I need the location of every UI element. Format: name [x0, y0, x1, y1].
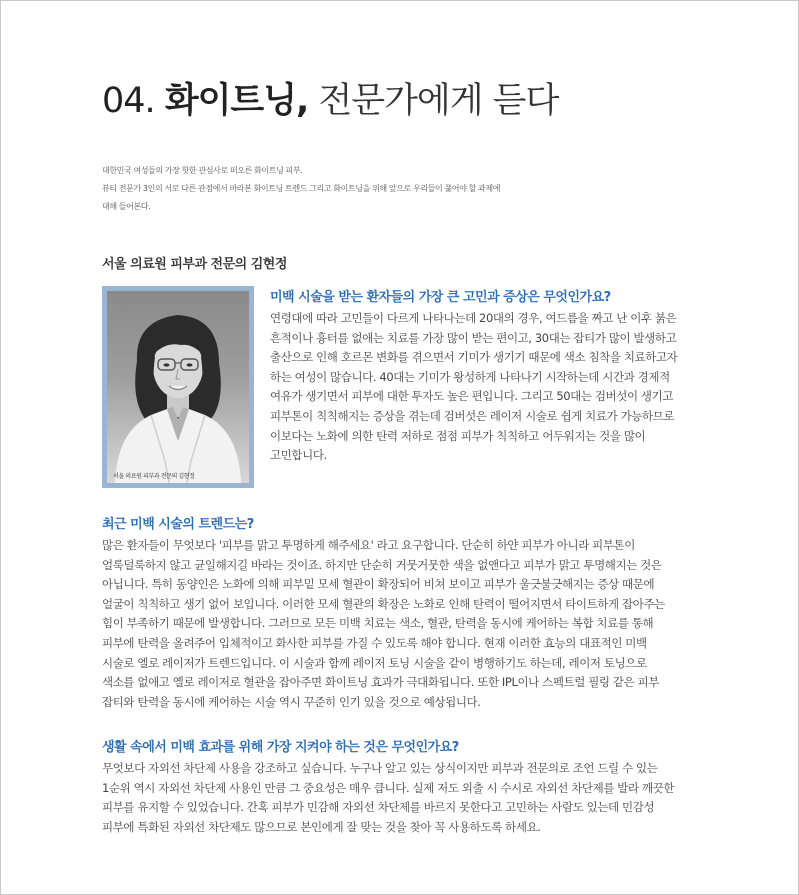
answer-2: [102, 536, 665, 712]
answer-line: 얼룩덜룩하지 않고 균일해지길 바라는 것이죠. 하지만 단순히 거뭇거뭇한 색을 없앤다고 피부가 맑고 투명해지는 것은: [102, 557, 662, 572]
title-number: 04.: [102, 81, 155, 121]
question-2: 최근 미백 시술의 트렌드는?: [102, 517, 254, 532]
answer-3: [102, 759, 674, 837]
intro-line: 대해 들어본다.: [102, 202, 151, 211]
answer-line: 여유가 생기면서 피부에 대한 투자도 높은 편입니다. 그리고 50대는 검버섯이 생기고: [270, 389, 674, 404]
answer-line: 출산으로 인해 호르몬 변화를 겪으면서 기미가 생기기 때문에 색소 침착을 치료하고자: [270, 350, 678, 365]
answer-line: 힘이 부족하기 때문에 발생합니다. 그러므로 모든 미백 치료는 색소, 혈관, 탄력을 동시에 케어하는 복합 치료를 통해: [102, 616, 654, 631]
answer-line: 고민합니다.: [270, 448, 327, 463]
question-1: 미백 시술을 받는 환자들의 가장 큰 고민과 증상은 무엇인가요?: [270, 290, 611, 305]
answer-line: 많은 환자들이 무엇보다 '피부를 맑고 투명하게 해주세요' 라고 요구합니다. 단순히 하얀 피부가 아니라 피부톤이: [102, 538, 636, 552]
photo-caption: 서울 의료원 피부과 전문의 김현정: [113, 473, 195, 480]
answer-line: 흔적이나 흉터를 없애는 치료를 가장 많이 받는 편이고, 30대는 잡티가 많이 발생하고: [270, 330, 677, 345]
answer-line: 색소를 없애고 옐로 레이저로 혈관을 잡아주면 화이트닝 효과가 극대화됩니다. 또한 IPL이나 스펙트럴 필링 같은 피부: [102, 675, 659, 690]
answer-line: 피부톤이 칙칙해지는 증상을 겪는데 검버섯은 레이저 시술로 쉽게 치료가 가능하므로: [270, 408, 675, 423]
answer-line: 얼굴이 칙칙하고 생기 없어 보입니다. 이러한 모세 혈관의 확장은 노화로 인해 탄력이 떨어지면서 타이트하게 잡아주는: [102, 596, 665, 611]
answer-line: 하는 여성이 많습니다. 40대는 기미가 왕성하게 나타나기 시작하는데 시간과 경제적: [270, 369, 670, 384]
intro-line: 뷰티 전문가 3인의 서로 다른 관점에서 바라본 화이트닝 트렌드 그리고 화이트닝을 위해 앞으로 우리들이 풀어야 할 과제에: [102, 184, 501, 193]
answer-line: 아닙니다. 특히 동양인은 노화에 의해 피부밑 모세 혈관이 확장되어 비쳐 보이고 피부가 울긋불긋해지는 증상 때문에: [102, 577, 655, 592]
intro-line: 대한민국 여성들의 가장 핫한 관심사로 떠오른 화이트닝 피부.: [102, 166, 303, 175]
answer-line: 시술로 엘로 레이저가 트렌드입니다. 이 시술과 함께 레이저 토닝 시술을 같이 병행하기도 하는데, 레이저 토닝으로: [102, 655, 647, 670]
answer-line: 피부에 특화된 자외선 차단제도 많으므로 본인에게 잘 맞는 것을 찾아 꼭 사용하도록 하세요.: [102, 819, 541, 834]
intro-text: [102, 162, 722, 216]
doctor-photo: [107, 291, 249, 483]
doctor-name: 서울 의료원 피부과 전문의 김현정: [102, 257, 287, 272]
answer-line: 피부에 탄력을 올려주어 입체적이고 화사한 피부를 가질 수 있도록 해야 합니다. 현재 이러한 효능의 대표적인 미백: [102, 635, 647, 650]
title-light: 전문가에게 듣다: [318, 81, 559, 121]
title-bold: 화이트닝,: [164, 81, 309, 121]
answer-line: 잡티와 탄력을 동시에 케어하는 시술 역시 꾸준히 인기 있을 것으로 예상됩니다.: [102, 694, 481, 709]
answer-line: 피부를 유지할 수 있었습니다. 간혹 피부가 민감해 자외선 차단제를 바르지 못한다고 고민하는 사람도 있는데 민감성: [102, 800, 655, 815]
question-3: 생활 속에서 미백 효과를 위해 가장 지켜야 하는 것은 무엇인가요?: [102, 740, 459, 755]
answer-line: 연령대에 따라 고민들이 다르게 나타나는데 20대의 경우, 여드름을 짜고 난 이후 붉은: [270, 311, 677, 325]
answer-1: [270, 309, 677, 466]
doctor-photo-frame: [102, 286, 254, 488]
answer-line: 무엇보다 자외선 차단제 사용을 강조하고 싶습니다. 누구나 알고 있는 상식이지만 피부과 전문의로 조언 드릴 수 있는: [102, 761, 658, 775]
portrait-illustration: [107, 291, 249, 483]
page-title: [102, 79, 558, 123]
answer-line: 이보다는 노화에 의한 탄력 저하로 점점 피부가 칙칙하고 어두워지는 것을 많이: [270, 428, 646, 443]
answer-line: 1순위 역시 자외선 차단제 사용인 만큼 그 중요성은 매우 큽니다. 실제 저도 외출 시 수시로 자외선 차단제를 발라 깨끗한: [102, 780, 675, 795]
